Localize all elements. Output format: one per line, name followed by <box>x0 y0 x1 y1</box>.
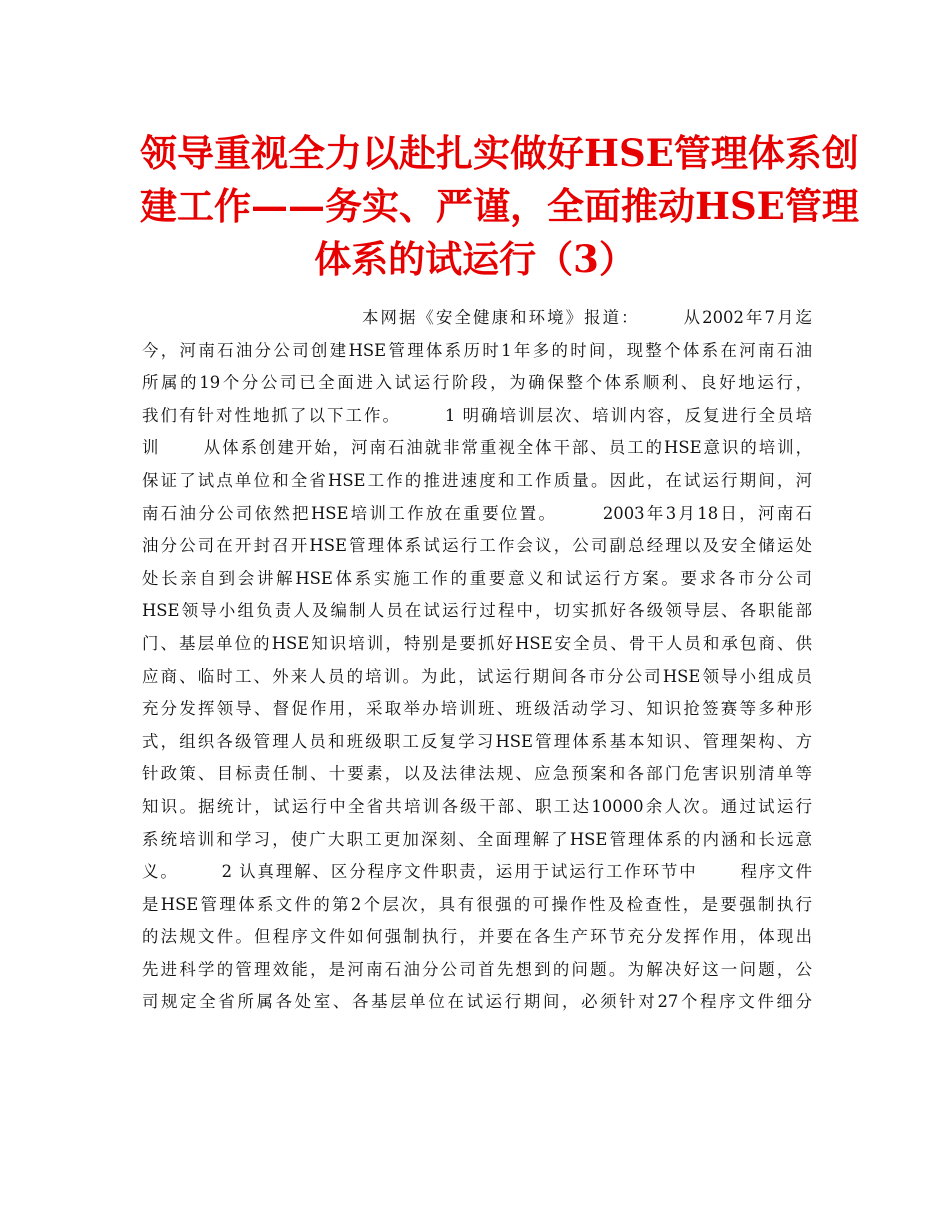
body-line: 所属的19个分公司已全面进入试运行阶段，为确保整个体系顺利、良好地运行， <box>142 373 812 393</box>
body-line: 充分发挥领导、督促作用，采取举办培训班、班级活动学习、知识抢签赛等多种形 <box>142 699 812 719</box>
body-line: 应商、临时工、外来人员的培训。为此，试运行期间各市分公司HSE领导小组成员 <box>142 666 812 686</box>
body-line: 是HSE管理体系文件的第2个层次，具有很强的可操作性及检查性，是要强制执行 <box>142 894 812 914</box>
body-line: 的法规文件。但程序文件如何强制执行，并要在各生产环节充分发挥作用，体现出 <box>142 927 812 947</box>
body-line: 系统培训和学习，使广大职工更加深刻、全面理解了HSE管理体系的内涵和长远意 <box>142 829 812 849</box>
title-line-3: 体系的试运行（3） <box>314 237 636 281</box>
body-line: 今，河南石油分公司创建HSE管理体系历时1年多的时间，现整个体系在河南石油 <box>142 340 812 360</box>
body-line: 我们有针对性地抓了以下工作。 1 明确培训层次、培训内容，反复进行全员培 <box>142 405 812 425</box>
document-body <box>142 302 812 1019</box>
body-line: 先进科学的管理效能，是河南石油分公司首先想到的问题。为解决好这一问题，公 <box>142 959 812 979</box>
body-line: 处长亲自到会讲解HSE体系实施工作的重要意义和试运行方案。要求各市分公司 <box>142 568 812 588</box>
body-line: 式，组织各级管理人员和班级职工反复学习HSE管理体系基本知识、管理架构、方 <box>142 731 812 751</box>
body-line: 门、基层单位的HSE知识培训，特别是要抓好HSE安全员、骨干人员和承包商、供 <box>142 633 812 653</box>
body-line: 训 从体系创建开始，河南石油就非常重视全体干部、员工的HSE意识的培训， <box>142 438 812 458</box>
body-line: 知识。据统计，试运行中全省共培训各级干部、职工达10000余人次。通过试运行 <box>142 796 812 816</box>
title-line-1: 领导重视全力以赴扎实做好HSE管理体系创 <box>140 131 859 175</box>
body-line: 保证了试点单位和全省HSE工作的推进速度和工作质量。因此，在试运行期间，河 <box>142 470 812 490</box>
body-line: 油分公司在开封召开HSE管理体系试运行工作会议，公司副总经理以及安全储运处 <box>142 536 812 556</box>
body-line: 本网据《安全健康和环境》报道： 从2002年7月迄 <box>142 308 812 327</box>
document-title <box>140 127 859 286</box>
body-line: 南石油分公司依然把HSE培训工作放在重要位置。 2003年3月18日，河南石 <box>142 503 812 523</box>
title-line-2: 建工作——务实、严谨，全面推动HSE管理 <box>140 184 859 228</box>
body-line: 针政策、目标责任制、十要素，以及法律法规、应急预案和各部门危害识别清单等 <box>142 764 812 784</box>
body-line: 义。 2 认真理解、区分程序文件职责，运用于试运行工作环节中 程序文件 <box>142 862 812 882</box>
body-line: HSE领导小组负责人及编制人员在试运行过程中，切实抓好各级领导层、各职能部 <box>142 601 812 621</box>
body-line: 司规定全省所属各处室、各基层单位在试运行期间，必须针对27个程序文件细分 <box>142 992 812 1012</box>
